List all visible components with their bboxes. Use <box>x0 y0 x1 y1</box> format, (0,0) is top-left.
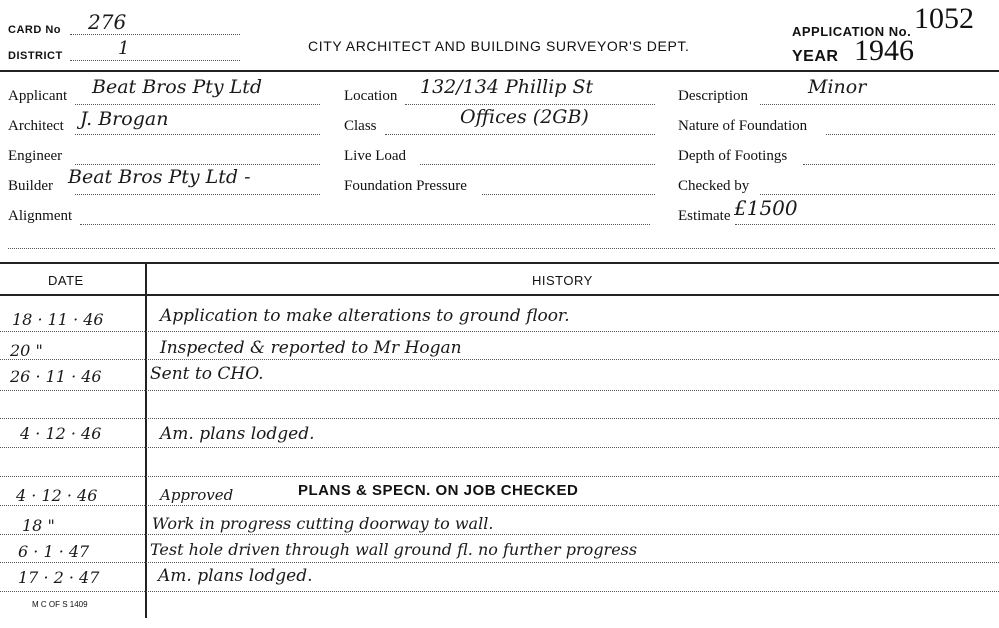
table-row-history: Test hole driven through wall ground fl. no further progress <box>150 540 638 559</box>
card-no-value: 276 <box>88 10 127 34</box>
estimate-value: £1500 <box>734 196 798 220</box>
table-row-date: 4 · 12 · 46 <box>20 424 102 443</box>
department-title: CITY ARCHITECT AND BUILDING SURVEYOR'S DEPT. <box>308 38 690 54</box>
district-value: 1 <box>118 38 130 59</box>
class-value: Offices (2GB) <box>460 106 589 128</box>
table-row-date: 18 · 11 · 46 <box>12 310 104 329</box>
table-row-date: 18 " <box>22 516 55 535</box>
table-row-date: 26 · 11 · 46 <box>10 367 102 386</box>
nature-of-foundation-label: Nature of Foundation <box>678 118 808 134</box>
builder-label: Builder <box>8 178 53 194</box>
architect-label: Architect <box>8 118 64 134</box>
engineer-label: Engineer <box>8 148 63 164</box>
estimate-label: Estimate <box>678 208 731 224</box>
table-row-history: Sent to CHO. <box>150 364 264 384</box>
table-row-history: Work in progress cutting doorway to wall. <box>152 514 494 533</box>
applicant-label: Applicant <box>8 88 68 104</box>
table-row-date: 4 · 12 · 46 <box>16 486 98 505</box>
table-row-history: Application to make alterations to ground floor. <box>160 306 570 326</box>
table-header-rule <box>0 294 999 296</box>
card-no-label: CARD No <box>8 24 61 36</box>
history-header: HISTORY <box>532 273 593 288</box>
table-row-history: Am. plans lodged. <box>160 424 315 444</box>
date-header: DATE <box>48 273 84 288</box>
district-label: DISTRICT <box>8 50 63 62</box>
description-label: Description <box>678 88 748 104</box>
builder-value: Beat Bros Pty Ltd - <box>68 166 251 188</box>
application-no-label: APPLICATION No. <box>792 24 912 39</box>
table-top-rule <box>0 262 999 264</box>
architect-value: J. Brogan <box>80 108 169 130</box>
checked-by-label: Checked by <box>678 178 750 194</box>
depth-of-footings-label: Depth of Footings <box>678 148 788 164</box>
table-row-date: 6 · 1 · 47 <box>18 542 90 561</box>
year-label: YEAR <box>792 48 839 65</box>
applicant-value: Beat Bros Pty Ltd <box>92 76 263 98</box>
foundation-pressure-label: Foundation Pressure <box>344 178 467 194</box>
year-value: 1946 <box>854 34 914 67</box>
location-label: Location <box>344 88 398 104</box>
application-no-value: 1052 <box>914 2 974 35</box>
live-load-label: Live Load <box>344 148 407 164</box>
table-row-history: Am. plans lodged. <box>158 566 313 586</box>
description-value: Minor <box>808 76 867 98</box>
column-divider <box>145 263 147 618</box>
checked-stamp: PLANS & SPECN. ON JOB CHECKED <box>298 482 579 499</box>
alignment-label: Alignment <box>8 208 73 224</box>
table-row-history: Approved <box>160 486 234 504</box>
header-rule <box>0 70 999 72</box>
table-row-date: 20 " <box>10 341 43 360</box>
location-value: 132/134 Phillip St <box>420 76 594 98</box>
table-row-history: Inspected & reported to Mr Hogan <box>160 338 462 358</box>
form-code: M C OF S 1409 <box>32 600 88 609</box>
class-label: Class <box>344 118 377 134</box>
table-row-date: 17 · 2 · 47 <box>18 568 100 587</box>
